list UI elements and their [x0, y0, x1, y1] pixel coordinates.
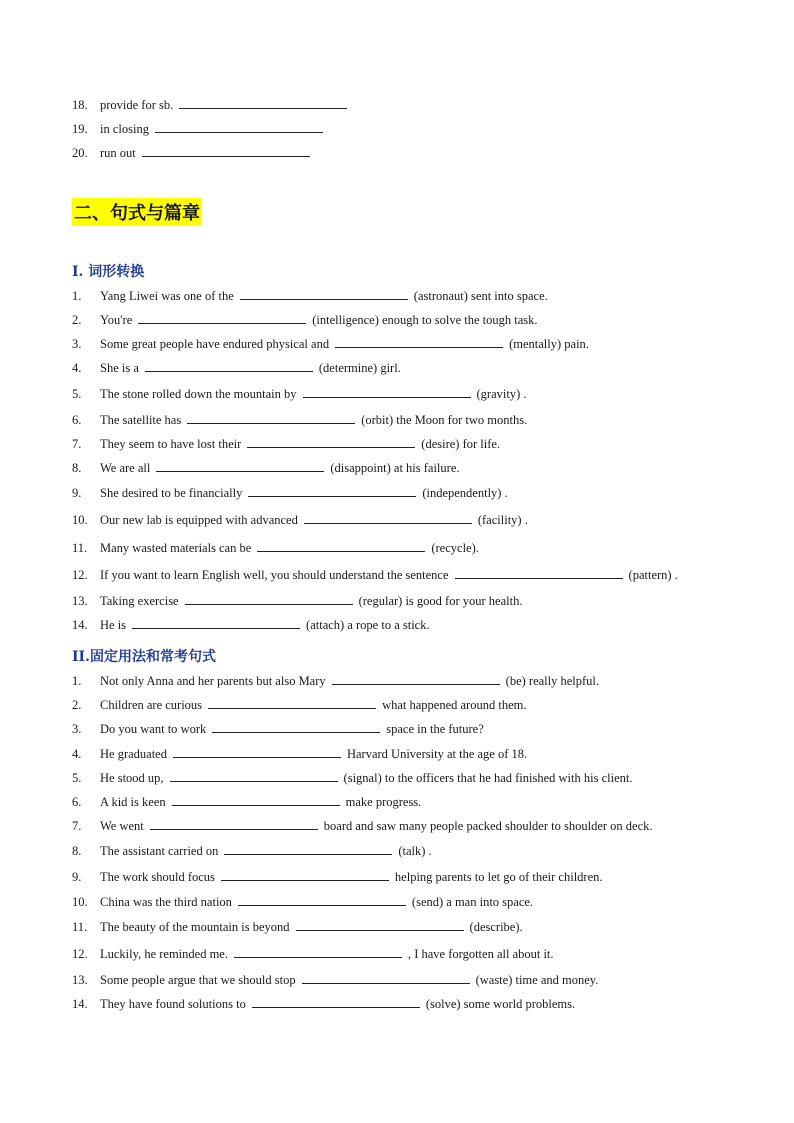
item-number: 19.: [72, 122, 88, 136]
answer-blank[interactable]: [257, 539, 425, 552]
answer-blank[interactable]: [224, 842, 392, 855]
item-text: Many wasted materials can be: [100, 541, 252, 555]
item-hint: (mentally) pain.: [509, 337, 589, 351]
answer-blank[interactable]: [150, 817, 318, 830]
item-number: 4.: [72, 361, 82, 375]
answer-blank[interactable]: [142, 144, 310, 157]
item-text: provide for sb.: [100, 98, 174, 112]
item-text: We are all: [100, 461, 151, 475]
item-hint: board and saw many people packed shoulder to shoulder on deck.: [323, 819, 653, 833]
list-item: [72, 435, 500, 452]
answer-blank[interactable]: [234, 945, 402, 958]
item-number: 9.: [72, 486, 82, 500]
item-number: 13.: [72, 594, 88, 608]
item-text: If you want to learn English well, you should understand the sentence: [100, 568, 449, 582]
item-number: 14.: [72, 997, 88, 1011]
list-item: [72, 672, 599, 689]
answer-blank[interactable]: [156, 459, 324, 472]
item-number: 8.: [72, 844, 82, 858]
item-text: He stood up,: [100, 771, 164, 785]
list-item: [72, 868, 603, 885]
answer-blank[interactable]: [172, 793, 340, 806]
item-hint: (determine) girl.: [318, 361, 401, 375]
answer-blank[interactable]: [240, 287, 408, 300]
answer-blank[interactable]: [303, 385, 471, 398]
item-hint: what happened around them.: [382, 698, 527, 712]
item-number: 3.: [72, 722, 82, 736]
list-item: [72, 592, 522, 609]
item-text: Luckily, he reminded me.: [100, 947, 228, 961]
item-number: 4.: [72, 747, 82, 761]
item-number: 9.: [72, 870, 82, 884]
section-title: 二、句式与篇章: [72, 198, 202, 226]
list-item: [72, 842, 432, 859]
item-hint: (attach) a rope to a stick.: [306, 618, 430, 632]
item-text: The stone rolled down the mountain by: [100, 387, 297, 401]
item-hint: (send) a man into space.: [411, 895, 534, 909]
item-number: 10.: [72, 513, 88, 527]
item-text: Not only Anna and her parents but also Mary: [100, 674, 326, 688]
item-hint: , I have forgotten all about it.: [407, 947, 554, 961]
list-item: [72, 566, 678, 583]
item-number: 2.: [72, 698, 82, 712]
list-item: [72, 120, 329, 137]
answer-blank[interactable]: [221, 868, 389, 881]
item-text: They seem to have lost their: [100, 437, 242, 451]
item-number: 11.: [72, 541, 88, 555]
answer-blank[interactable]: [185, 592, 353, 605]
list-item: [72, 511, 528, 528]
item-number: 12.: [72, 568, 88, 582]
item-number: 6.: [72, 413, 82, 427]
list-item: [72, 96, 353, 113]
item-number: 1.: [72, 289, 82, 303]
item-number: 12.: [72, 947, 88, 961]
item-text: We went: [100, 819, 144, 833]
list-item: [72, 359, 401, 376]
item-text: Children are curious: [100, 698, 203, 712]
list-item: [72, 539, 479, 556]
item-number: 14.: [72, 618, 88, 632]
item-number: 7.: [72, 437, 82, 451]
item-text: Do you want to work: [100, 722, 207, 736]
list-item: [72, 385, 526, 402]
item-text: She is a: [100, 361, 139, 375]
item-text: The assistant carried on: [100, 844, 219, 858]
item-text: The beauty of the mountain is beyond: [100, 920, 290, 934]
answer-blank[interactable]: [238, 893, 406, 906]
list-item: [72, 696, 526, 713]
answer-blank[interactable]: [304, 511, 472, 524]
item-text: in closing: [100, 122, 149, 136]
item-hint: (waste) time and money.: [475, 973, 599, 987]
item-hint: (facility) .: [477, 513, 528, 527]
item-hint: (gravity) .: [476, 387, 527, 401]
item-hint: (be) really helpful.: [505, 674, 600, 688]
item-text: You're: [100, 313, 133, 327]
answer-blank[interactable]: [155, 120, 323, 133]
item-hint: space in the future?: [386, 722, 484, 736]
item-hint: (recycle).: [431, 541, 479, 555]
answer-blank[interactable]: [145, 359, 313, 372]
list-item: [72, 287, 548, 304]
item-hint: Harvard University at the age of 18.: [346, 747, 528, 761]
item-text: The satellite has: [100, 413, 182, 427]
item-number: 8.: [72, 461, 82, 475]
answer-blank[interactable]: [252, 995, 420, 1008]
item-text: Taking exercise: [100, 594, 179, 608]
list-item: [72, 616, 430, 633]
item-hint: (solve) some world problems.: [425, 997, 576, 1011]
item-number: 10.: [72, 895, 88, 909]
item-text: He is: [100, 618, 127, 632]
item-number: 1.: [72, 674, 82, 688]
item-number: 18.: [72, 98, 88, 112]
item-text: Some people argue that we should stop: [100, 973, 296, 987]
item-text: China was the third nation: [100, 895, 232, 909]
list-item: [72, 411, 527, 428]
answer-blank[interactable]: [208, 696, 376, 709]
item-hint: (pattern) .: [628, 568, 678, 582]
item-number: 2.: [72, 313, 82, 327]
list-item: [72, 144, 316, 161]
item-hint: (astronaut) sent into space.: [413, 289, 548, 303]
item-hint: helping parents to let go of their children.: [394, 870, 603, 884]
item-number: 11.: [72, 920, 88, 934]
list-item: [72, 817, 653, 834]
answer-blank[interactable]: [173, 745, 341, 758]
item-text: Some great people have endured physical and: [100, 337, 330, 351]
list-item: [72, 484, 508, 501]
answer-blank[interactable]: [212, 720, 380, 733]
item-text: run out: [100, 146, 136, 160]
list-item: [72, 995, 575, 1012]
answer-blank[interactable]: [170, 769, 338, 782]
list-item: [72, 769, 632, 786]
list-item: [72, 971, 598, 988]
list-item: [72, 745, 527, 762]
item-hint: (desire) for life.: [421, 437, 501, 451]
part1-title: I. 词形转换: [72, 264, 145, 280]
item-hint: (orbit) the Moon for two months.: [361, 413, 528, 427]
item-number: 5.: [72, 387, 82, 401]
item-text: Our new lab is equipped with advanced: [100, 513, 298, 527]
item-hint: (regular) is good for your health.: [358, 594, 523, 608]
item-hint: (disappoint) at his failure.: [330, 461, 460, 475]
list-item: [72, 893, 533, 910]
item-text: He graduated: [100, 747, 167, 761]
answer-blank[interactable]: [138, 311, 306, 324]
answer-blank[interactable]: [296, 918, 464, 931]
item-hint: make progress.: [345, 795, 422, 809]
item-number: 7.: [72, 819, 82, 833]
item-number: 20.: [72, 146, 88, 160]
item-number: 5.: [72, 771, 82, 785]
item-hint: (signal) to the officers that he had finished with his client.: [343, 771, 633, 785]
item-hint: (independently) .: [422, 486, 508, 500]
answer-blank[interactable]: [302, 971, 470, 984]
answer-blank[interactable]: [335, 335, 503, 348]
answer-blank[interactable]: [247, 435, 415, 448]
item-text: The work should focus: [100, 870, 215, 884]
item-text: She desired to be financially: [100, 486, 243, 500]
answer-blank[interactable]: [332, 672, 500, 685]
list-item: [72, 793, 421, 810]
answer-blank[interactable]: [248, 484, 416, 497]
list-item: [72, 945, 554, 962]
list-item: [72, 918, 523, 935]
item-hint: (describe).: [469, 920, 523, 934]
item-number: 13.: [72, 973, 88, 987]
part2-title: II.固定用法和常考句式: [72, 649, 216, 665]
item-number: 6.: [72, 795, 82, 809]
item-text: A kid is keen: [100, 795, 166, 809]
item-hint: (talk) .: [398, 844, 432, 858]
item-number: 3.: [72, 337, 82, 351]
answer-blank[interactable]: [187, 411, 355, 424]
list-item: [72, 720, 484, 737]
item-text: Yang Liwei was one of the: [100, 289, 234, 303]
list-item: [72, 311, 538, 328]
list-item: [72, 459, 460, 476]
answer-blank[interactable]: [455, 566, 623, 579]
answer-blank[interactable]: [132, 616, 300, 629]
list-item: [72, 335, 589, 352]
item-text: They have found solutions to: [100, 997, 246, 1011]
answer-blank[interactable]: [179, 96, 347, 109]
item-hint: (intelligence) enough to solve the tough task.: [312, 313, 538, 327]
